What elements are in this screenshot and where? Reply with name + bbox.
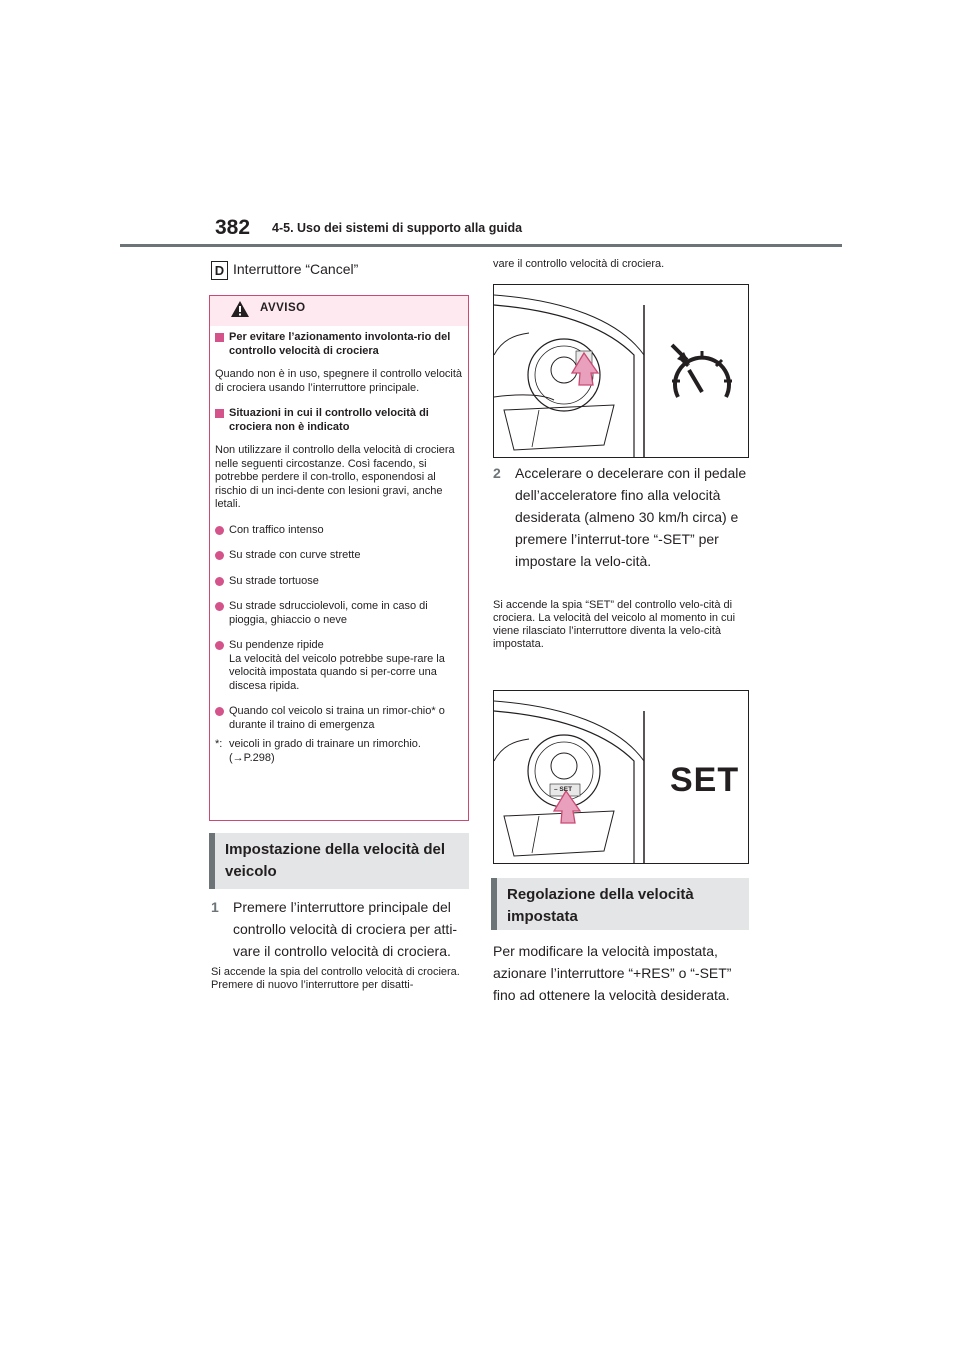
step-1-note-continuation: vare il controllo velocità di crociera. bbox=[493, 258, 665, 270]
set-button-label: – SET bbox=[554, 786, 573, 793]
dot-bullet-icon bbox=[215, 641, 224, 650]
step-2-note: Si accende la spia “SET” del controllo velo-cità di crociera. La velocità del veicolo al momento in cui viene rilasciato l’interruttore diventa la velo-cità impostata. bbox=[493, 599, 736, 650]
step-1-text: Premere l’interruttore principale del controllo velocità di crociera per atti-vare il controllo velocità di crociera. bbox=[233, 899, 458, 959]
page-number: 382 bbox=[215, 216, 251, 239]
steering-switch-illustration bbox=[494, 285, 749, 458]
warning-triangle-icon bbox=[230, 300, 250, 318]
warning-section-2 bbox=[215, 407, 463, 434]
header-rule bbox=[120, 244, 842, 247]
warning-title: AVVISO bbox=[260, 302, 306, 314]
warning-section-2-text: Non utilizzare il controllo della velocità di crociera nelle seguenti circostanze. Così facendo, si potrebbe perdere il con-trollo, esponendosi al rischio di un inci-dente con lesioni gravi, anche letali. bbox=[215, 444, 455, 510]
warning-section-2-heading: Situazioni in cui il controllo velocità di crociera non è indicato bbox=[229, 407, 429, 433]
square-bullet-icon bbox=[215, 409, 224, 418]
step-1 bbox=[211, 896, 471, 962]
figure-set-switch bbox=[493, 690, 749, 864]
footnote-ref: (→P.298) bbox=[229, 751, 275, 764]
step-2-number: 2 bbox=[493, 465, 501, 481]
dot-bullet-icon bbox=[215, 602, 224, 611]
warning-bullet: Su strade con curve strette bbox=[215, 549, 463, 563]
warning-section-1 bbox=[215, 331, 463, 358]
warning-body bbox=[215, 331, 463, 765]
warning-bullet: Su pendenze ripide La velocità del veicolo potrebbe supe-rare la velocità impostata quando si per-corre una discesa ripida. bbox=[215, 639, 463, 693]
item-d-badge: D bbox=[211, 261, 228, 280]
footnote bbox=[215, 738, 463, 765]
step-1-number: 1 bbox=[211, 899, 219, 915]
footnote-text: veicoli in grado di trainare un rimorchio. bbox=[229, 738, 421, 750]
step-2 bbox=[493, 462, 749, 572]
warning-bullet: Quando col veicolo si traina un rimor-chio* o durante il traino di emergenza bbox=[215, 705, 463, 732]
dot-bullet-icon bbox=[215, 551, 224, 560]
section-heading-impostazione: Impostazione della velocità del veicolo bbox=[209, 833, 469, 889]
figure-cancel-switch bbox=[493, 284, 749, 458]
step-1-note: Si accende la spia del controllo velocità di crociera. Premere di nuovo l’interruttore per disatti- bbox=[211, 966, 460, 991]
dot-bullet-icon bbox=[215, 577, 224, 586]
warning-section-1-text: Quando non è in uso, spegnere il controllo velocità di crociera usando l’interruttore principale. bbox=[215, 368, 463, 394]
section-heading-regolazione: Regolazione della velocità impostata bbox=[491, 878, 749, 930]
steep-detail: La velocità del veicolo potrebbe supe-rare la velocità impostata quando si per-corre una discesa ripida. bbox=[229, 652, 445, 692]
dot-bullet-icon bbox=[215, 526, 224, 535]
warning-bullet: Con traffico intenso bbox=[215, 524, 463, 538]
dot-bullet-icon bbox=[215, 707, 224, 716]
section-title: 4-5. Uso dei sistemi di supporto alla guida bbox=[272, 221, 523, 235]
set-indicator-text: SET bbox=[670, 761, 740, 799]
step-2-text: Accelerare o decelerare con il pedale dell’acceleratore fino alla velocità desiderata (almeno 30 km/h circa) e premere l’interrut-tore “-SET” per impostare la velo-cità. bbox=[515, 465, 747, 569]
warning-bullet: Su strade tortuose bbox=[215, 575, 463, 589]
square-bullet-icon bbox=[215, 333, 224, 342]
item-d-label: Interruttore “Cancel” bbox=[233, 261, 359, 277]
warning-section-1-heading: Per evitare l’azionamento involonta-rio del controllo velocità di crociera bbox=[229, 331, 451, 357]
footnote-mark: *: bbox=[215, 738, 223, 750]
section-2-body: Per modificare la velocità impostata, azionare l’interruttore “+RES” o “-SET” fino ad ottenere la velocità desiderata. bbox=[493, 943, 732, 1003]
warning-bullet: Su strade sdrucciolevoli, come in caso di pioggia, ghiaccio o neve bbox=[215, 600, 463, 627]
